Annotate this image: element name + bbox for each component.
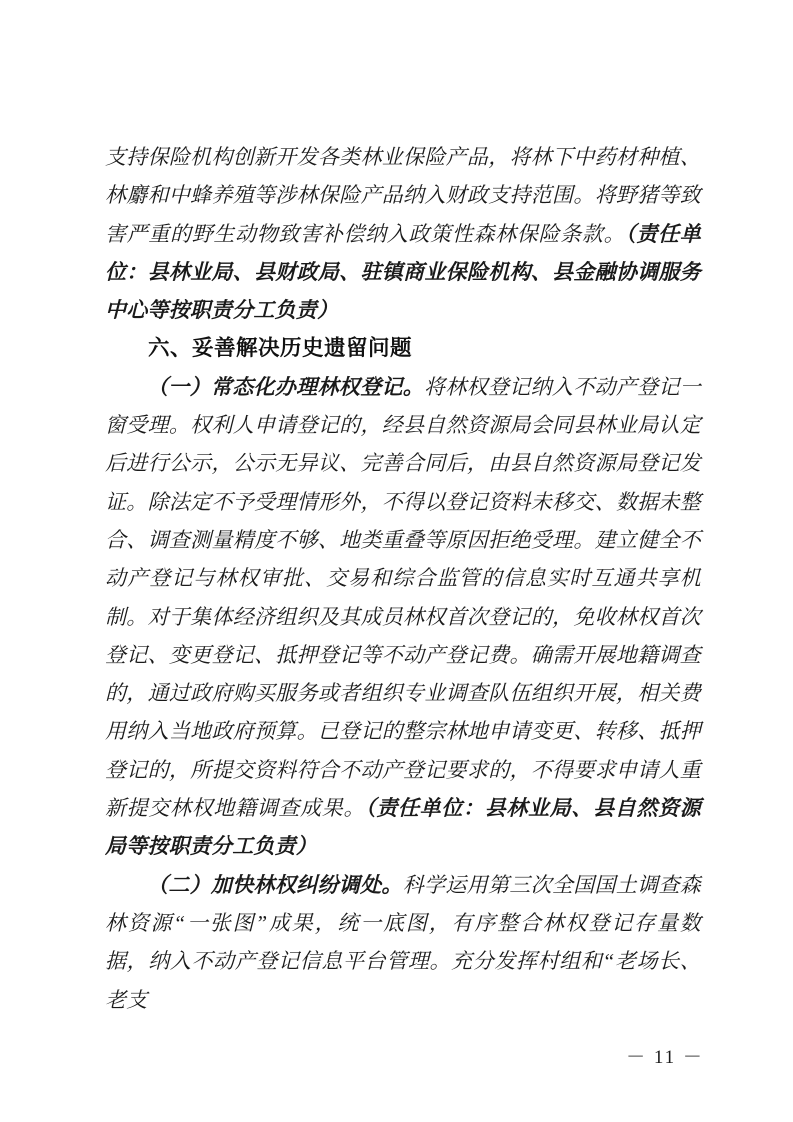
paragraph-insurance-responsibility: （责任单位：县林业局、县财政局、驻镇商业保险机构、县金融协调服务中心等按职责分工负责） xyxy=(105,221,701,323)
paragraph-insurance-body: 支持保险机构创新开发各类林业保险产品，将林下中药材种植、林麝和中蜂养殖等涉林保险产品纳入财政支持范围。将野猪等致害严重的野生动物致害补偿纳入政策性森林保险条款。 xyxy=(105,145,701,246)
paragraph-one-lead: （一）常态化办理林权登记。 xyxy=(147,374,425,399)
paragraph-item-one xyxy=(105,368,701,866)
paragraph-insurance xyxy=(105,138,701,329)
document-body xyxy=(105,138,701,1019)
paragraph-two-body: 科学运用第三次全国国土调查森林资源“一张图”成果，统一底图，有序整合林权登记存量数据，纳入不动产登记信息平台管理。充分发挥村组和“老场长、老支 xyxy=(105,872,701,1012)
paragraph-two-lead: （二）加快林权纠纷调处。 xyxy=(147,872,403,897)
paragraph-item-two xyxy=(105,866,701,1019)
section-heading-six: 六、妥善解决历史遗留问题 xyxy=(148,336,413,361)
paragraph-one-responsibility: （责任单位：县林业局、县自然资源局等按职责分工负责） xyxy=(105,796,702,859)
page-number: － 11 － xyxy=(626,1047,704,1068)
paragraph-one-body: 将林权登记纳入不动产登记一窗受理。权利人申请登记的，经县自然资源局会同县林业局认定后进行公示，公示无异议、完善合同后，由县自然资源局登记发证。除法定不予受理情形外，不得以登记资料未移交、数据未整合、调查测量精度不够、地类重叠等原因拒绝受理。建立健全不动产登记与林权审批、交易和综合监管的信息实时互通共享机制。对于集体经济组织及其成员林权首次登记的，免收林权首次登记、变更登记、抵押登记等不动产登记费。确需开展地籍调查的，通过政府购买服务或者组织专业调查队伍组织开展，相关费用纳入当地政府预算。已登记的整宗林地申请变更、转移、抵押登记的，所提交资料符合不动产登记要求的，不得要求申请人重新提交林权地籍调查成果。 xyxy=(105,374,701,821)
